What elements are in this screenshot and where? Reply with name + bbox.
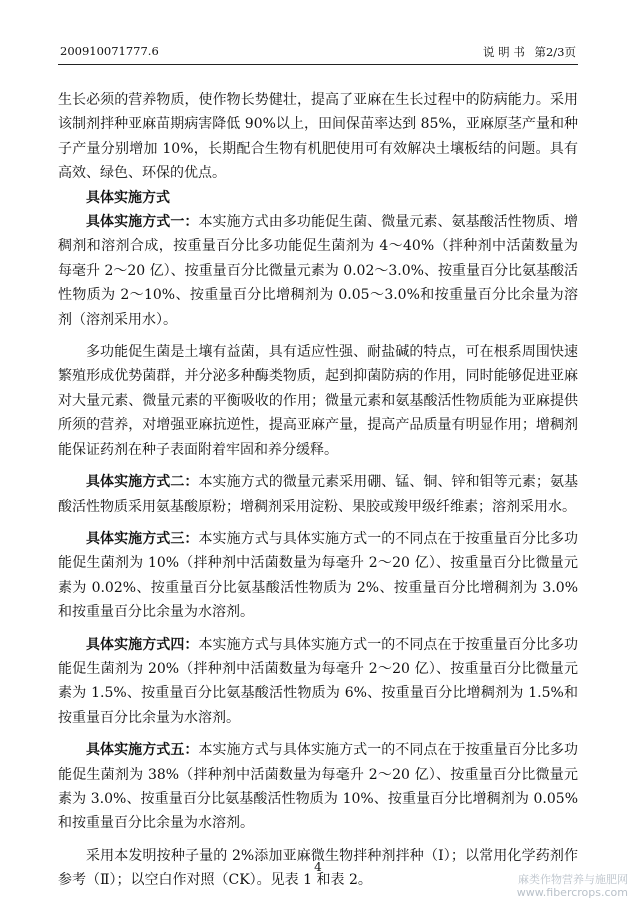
document-body bbox=[58, 88, 578, 893]
paragraph-benefits: 生长必须的营养物质，使作物长势健壮，提高了亚麻在生长过程中的防病能力。采用该制剂拌种亚麻苗期病害降低 90%以上，田间保苗率达到 85%，亚麻原茎产量和种子产量分别增加 10%，长期配合生物有机肥使用可有效解决土壤板结的问题。具有高效、绿色、环保的优点。 bbox=[58, 92, 578, 182]
section-title: 具体实施方式 bbox=[86, 189, 170, 206]
embodiment-1-lead: 具体实施方式一： bbox=[86, 214, 199, 231]
watermark-url: www.fibercrops.com bbox=[516, 886, 628, 899]
embodiment-2-text: 本实施方式的微量元素采用硼、锰、铜、锌和钼等元素；氨基酸活性物质采用氨基酸原粉；增稠剂采用淀粉、果胶或羧甲级纤维素；溶剂采用水。 bbox=[58, 474, 579, 515]
watermark bbox=[517, 873, 628, 899]
paragraph-bacteria: 多功能促生菌是土壤有益菌，具有适应性强、耐盐碱的特点，可在根系周围快速繁殖形成优势菌群，并分泌多种酶类物质，起到抑菌防病的作用，同时能够促进亚麻对大量元素、微量元素的平衡吸收的作用；微量元素和氨基酸活性物质能为亚麻提供所须的营养，对增强亚麻抗逆性，提高亚麻产量，提高产品质量有明显作用；增稠剂能保证药剂在种子表面附着牢固和养分缓释。 bbox=[58, 344, 578, 458]
document-type: 说 明 书 bbox=[483, 45, 525, 59]
header-right bbox=[483, 44, 576, 60]
embodiment-2 bbox=[58, 470, 578, 519]
watermark-title: 麻类作物营养与施肥网 bbox=[518, 873, 628, 886]
embodiment-3 bbox=[58, 527, 578, 625]
document-number: 200910071777.6 bbox=[60, 44, 159, 58]
embodiment-5 bbox=[58, 738, 578, 836]
embodiment-3-text: 本实施方式与具体实施方式一的不同点在于按重量百分比多功能促生菌剂为 10%（拌种剂中活菌数量为每毫升 2～20 亿）、按重量百分比微量元素为 0.02%、按重量百分比氨基酸活性物质为 2%、按重量百分比增稠剂为 3.0%和按重量百分比余量为水溶剂。 bbox=[58, 530, 579, 621]
embodiment-2-lead: 具体实施方式二： bbox=[86, 474, 199, 491]
paragraph-experiment: 采用本发明按种子量的 2%添加亚麻微生物拌种剂拌种（Ⅰ）；以常用化学药剂作参考（Ⅱ）；以空白作对照（CK）。见表 1 和表 2。 bbox=[58, 847, 578, 889]
page-number: 4 bbox=[314, 860, 322, 874]
embodiment-3-lead: 具体实施方式三： bbox=[86, 530, 199, 547]
embodiment-5-lead: 具体实施方式五： bbox=[86, 742, 199, 759]
embodiment-4-text: 本实施方式与具体实施方式一的不同点在于按重量百分比多功能促生菌剂为 20%（拌种剂中活菌数量为每毫升 2～20 亿）、按重量百分比微量元素为 1.5%、按重量百分比氨基酸活性物质为 6%、按重量百分比增稠剂为 1.5%和按重量百分比余量为水溶剂。 bbox=[58, 636, 579, 726]
embodiment-5-text: 本实施方式与具体实施方式一的不同点在于按重量百分比多功能促生菌剂为 38%（拌种剂中活菌数量为每毫升 2～20 亿）、按重量百分比微量元素为 3.0%、按重量百分比氨基酸活性物质为 10%、按重量百分比增稠剂为 0.05%和按重量百分比余量为水溶剂。 bbox=[58, 742, 579, 832]
page-header bbox=[58, 40, 578, 65]
page-info: 第2/3页 bbox=[534, 45, 576, 59]
embodiment-1 bbox=[58, 210, 578, 332]
embodiment-1-text: 本实施方式由多功能促生菌、微量元素、氨基酸活性物质、增稠剂和溶剂合成，按重量百分比多功能促生菌剂为 4～40%（拌种剂中活菌数量为每毫升 2～20 亿）、按重量百分比微量元素为 0.02～3.0%、按重量百分比氨基酸活性物质为 2～10%、按重量百分比增稠剂为 0.05～3.0%和按重量百分比余量为溶剂（溶剂采用水）。 bbox=[58, 214, 579, 328]
embodiment-4-lead: 具体实施方式四： bbox=[86, 636, 199, 653]
embodiment-4 bbox=[58, 633, 578, 731]
